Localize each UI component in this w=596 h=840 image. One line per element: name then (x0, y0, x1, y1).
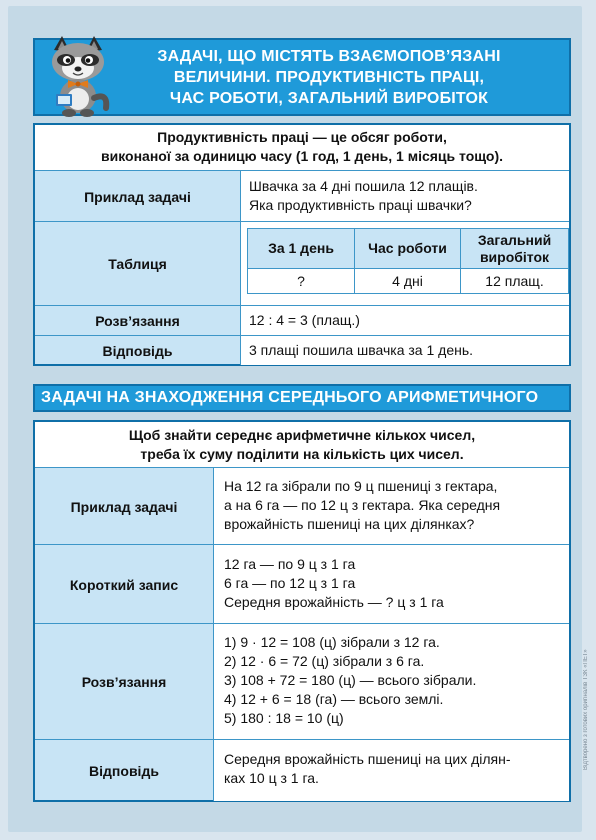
answer-text (240, 336, 569, 365)
mini-table-cell-value: 12 плащ. (485, 272, 544, 289)
section2-solution-row (35, 623, 569, 740)
mini-table-cell-value: ? (248, 269, 355, 293)
example-line: врожайність пшениці на цих ділянках? (224, 516, 475, 532)
raccoon-mascot-icon (44, 36, 112, 118)
mini-table-header: Час роботи (355, 229, 461, 269)
section1-solution-row (35, 305, 569, 336)
solution-line: 12 : 4 = 3 (плащ.) (249, 312, 360, 328)
section2-table (33, 420, 571, 802)
solution-label: Розв’язання (81, 674, 167, 690)
answer-line: ках 10 ц з 1 га. (224, 770, 319, 786)
section1-table-row (35, 221, 569, 306)
section2-title: ЗАДАЧІ НА ЗНАХОДЖЕННЯ СЕРЕДНЬОГО АРИФМЕТИЧНОГО (33, 384, 571, 412)
answer-line: 3 плащі пошила швачка за 1 день. (249, 342, 474, 358)
section1-example-row (35, 170, 569, 222)
section1-definition (35, 125, 569, 170)
section1-title-line: ЧАС РОБОТИ, ЗАГАЛЬНИЙ ВИРОБІТОК (169, 90, 489, 107)
short-record-text (213, 545, 569, 624)
solution-line: 3) 108 + 72 = 180 (ц) — всього зібрали. (224, 672, 477, 688)
section1-title-line: ЗАДАЧІ, ЩО МІСТЯТЬ ВЗАЄМОПОВ’ЯЗАНІ (157, 48, 501, 65)
example-text (213, 468, 569, 545)
section2-answer-row (35, 739, 569, 801)
example-text (240, 171, 569, 222)
mini-table (247, 228, 569, 294)
section1-answer-row (35, 335, 569, 365)
solution-text (213, 624, 569, 740)
short-record-line: 12 га — по 9 ц з 1 га (224, 556, 356, 572)
table-label: Таблиця (108, 256, 167, 272)
answer-label: Відповідь (102, 342, 173, 359)
example-line: Швачка за 4 дні пошила 12 плащів. (249, 178, 478, 194)
section1-header (33, 38, 571, 116)
example-line: а на 6 га — по 12 ц з гектара. Яка середня (224, 497, 501, 513)
mini-table-header: За 1 день (248, 229, 355, 269)
section1-table (33, 123, 571, 366)
solution-label: Розв’язання (95, 313, 180, 329)
answer-text (213, 740, 569, 801)
section1-title (93, 46, 565, 109)
example-label: Приклад задачі (84, 188, 191, 205)
solution-line: 2) 12 · 6 = 72 (ц) зібрали з 6 га. (224, 653, 425, 669)
side-credit-note: Відтворено з готових оригіналів ТЗК «ПЕТ» (583, 649, 589, 770)
definition-line: Продуктивність праці — це обсяг роботи, (157, 129, 447, 145)
mini-table-cell (240, 222, 569, 306)
definition-line: треба їх суму поділити на кількість цих чисел. (140, 446, 464, 462)
example-line: На 12 га зібрали по 9 ц пшениці з гектара, (224, 478, 498, 494)
solution-text (240, 306, 569, 336)
short-record-label: Короткий запис (69, 576, 179, 593)
solution-line: 5) 180 : 18 = 10 (ц) (224, 710, 344, 726)
definition-line: виконаної за одиницю часу (1 год, 1 день, 1 місяць тощо). (100, 148, 503, 164)
section1-title-line: ВЕЛИЧИНИ. ПРОДУКТИВНІСТЬ ПРАЦІ, (173, 69, 485, 86)
mini-table-header: Загальний виробіток (461, 229, 568, 269)
answer-line: Середня врожайність пшениці на цих ділян- (224, 751, 511, 767)
mini-table-cell-value: 4 дні (355, 269, 461, 293)
definition-line: Щоб знайти середнє арифметичне кількох чисел, (128, 427, 476, 443)
solution-line: 1) 9 · 12 = 108 (ц) зібрали з 12 га. (224, 634, 440, 650)
short-record-line: Середня врожайність — ? ц з 1 га (224, 594, 444, 610)
solution-line: 4) 12 + 6 = 18 (га) — всього землі. (224, 691, 444, 707)
example-line: Яка продуктивність праці швачки? (249, 197, 472, 213)
section2-example-row (35, 467, 569, 545)
section2-definition (35, 422, 569, 467)
answer-label: Відповідь (89, 762, 159, 779)
example-label: Приклад задачі (70, 498, 178, 515)
short-record-line: 6 га — по 12 ц з 1 га (224, 575, 356, 591)
section2-short-row (35, 544, 569, 624)
